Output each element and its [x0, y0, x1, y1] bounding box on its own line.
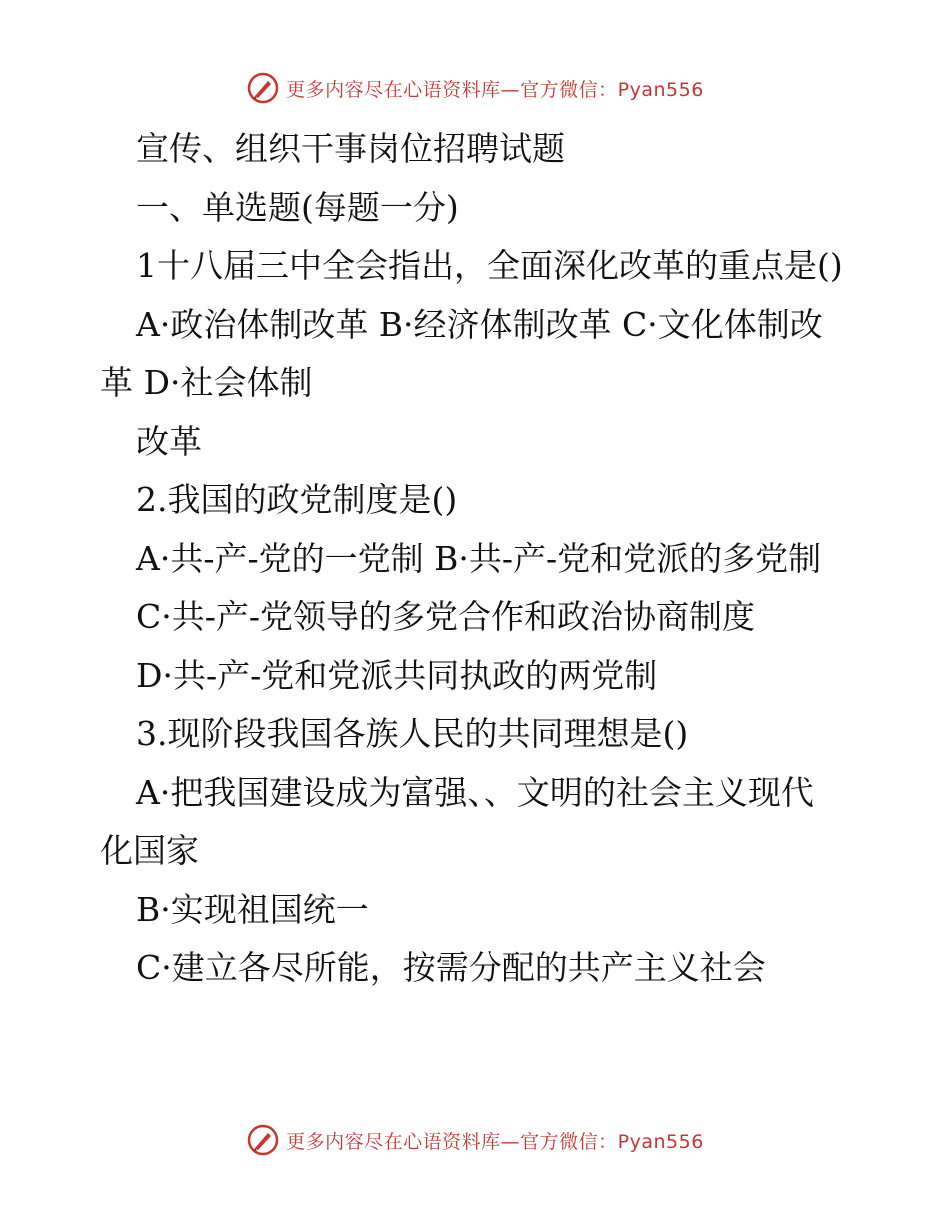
question-2-option-c: C·共-产-党领导的多党合作和政治协商制度: [136, 597, 756, 636]
pen-logo-icon: [246, 1123, 280, 1157]
document-body: [100, 120, 845, 998]
question-1-options: A·政治体制改革 B·经济体制改革 C·文化体制改革 D·社会体制: [100, 304, 823, 402]
header-watermark: [0, 68, 950, 108]
question-3-option-c: C·建立各尽所能，按需分配的共产主义社会: [136, 948, 766, 987]
question-2-option-d: D·共-产-党和党派共同执政的两党制: [136, 655, 658, 695]
question-1-options-cont: 改革: [136, 421, 202, 461]
section-heading: 一、单选题(每题一分): [136, 187, 459, 227]
footer-watermark: [0, 1120, 950, 1160]
question-3-option-a: A·把我国建设成为富强、、文明的社会主义现代化国家: [100, 772, 814, 870]
question-2-options-ab: A·共-产-党的一党制 B·共-产-党和党派的多党制: [136, 538, 822, 578]
question-1: 1十八届三中全会指出，全面深化改革的重点是(): [136, 246, 843, 285]
doc-title: 宣传、组织干事岗位招聘试题: [136, 129, 565, 168]
question-2: 2.我国的政党制度是(): [136, 480, 458, 519]
watermark-text: 更多内容尽在心语资料库—官方微信：Pyan556: [286, 1130, 704, 1153]
question-3: 3.现阶段我国各族人民的共同理想是(): [136, 714, 689, 753]
watermark-text: 更多内容尽在心语资料库—官方微信：Pyan556: [286, 78, 704, 101]
question-3-option-b: B·实现祖国统一: [136, 889, 369, 929]
pen-logo-icon: [246, 71, 280, 105]
